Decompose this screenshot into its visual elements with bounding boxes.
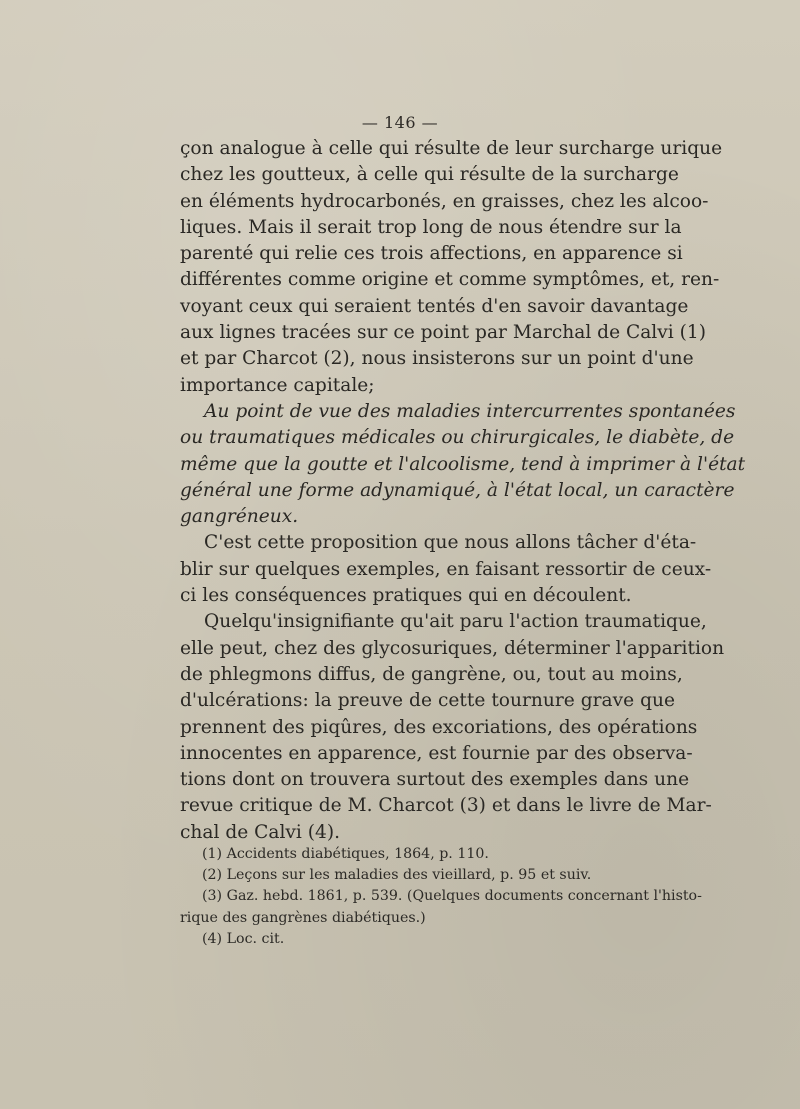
italic-proposition-line: gangréneux. [180,506,299,528]
footnote-3-continued: rique des gangrènes diabétiques.) [180,909,426,926]
text-line: d'ulcérations: la preuve de cette tournure grave que [180,690,675,712]
footnote-2: (2) Leçons sur les maladies des vieillard, p. 95 et suiv. [202,867,592,884]
text-line: innocentes en apparence, est fournie par des observa- [180,742,693,764]
text-line: revue critique de M. Charcot (3) et dans le livre de Mar- [180,795,712,817]
text-line: différentes comme origine et comme symptômes, et, ren- [180,269,720,291]
text-line: elle peut, chez des glycosuriques, déterminer l'apparition [180,637,725,659]
body-text [180,136,746,846]
text-line: blir sur quelques exemples, en faisant ressortir de ceux- [180,558,712,580]
text-line: tions dont on trouvera surtout des exemples dans une [180,769,690,791]
text-line: liques. Mais il serait trop long de nous étendre sur la [180,216,682,238]
text-line: ci les conséquences pratiques qui en découlent. [180,585,632,607]
text-line: Quelqu'insignifiante qu'ait paru l'action traumatique, [204,611,707,633]
italic-proposition-line: même que la goutte et l'alcoolisme, tend à imprimer à l'état [180,453,746,475]
text-line: prennent des piqûres, des excoriations, des opérations [180,716,698,738]
text-line: parenté qui relie ces trois affections, en apparence si [180,243,683,265]
text-line: importance capitale; [180,374,375,396]
footnotes [180,844,702,950]
italic-proposition-line: ou traumatiques médicales ou chirurgicales, le diabète, de [180,427,735,449]
italic-proposition-line: général une forme adynamiqué, à l'état local, un caractère [180,479,735,501]
page-number: — 146 — [361,113,439,132]
text-line: çon analogue à celle qui résulte de leur surcharge urique [180,138,723,159]
footnote-1: (1) Accidents diabétiques, 1864, p. 110. [202,846,489,862]
text-line: de phlegmons diffus, de gangrène, ou, tout au moins, [180,663,683,685]
text-line: en éléments hydrocarbonés, en graisses, chez les alcoo- [180,190,709,212]
text-line: chal de Calvi (4). [180,821,341,843]
text-line: aux lignes tracées sur ce point par Marchal de Calvi (1) [180,322,706,344]
text-line: et par Charcot (2), nous insisterons sur un point d'une [180,348,694,370]
text-line: voyant ceux qui seraient tentés d'en savoir davantage [180,295,689,317]
italic-proposition-line: Au point de vue des maladies intercurrentes spontanées [204,400,736,422]
text-line: chez les goutteux, à celle qui résulte de la surcharge [180,164,679,186]
footnote-3: (3) Gaz. hebd. 1861, p. 539. (Quelques documents concernant l'histo- [202,888,702,905]
text-line: C'est cette proposition que nous allons tâcher d'éta- [204,532,697,554]
footnote-4: (4) Loc. cit. [202,930,285,947]
